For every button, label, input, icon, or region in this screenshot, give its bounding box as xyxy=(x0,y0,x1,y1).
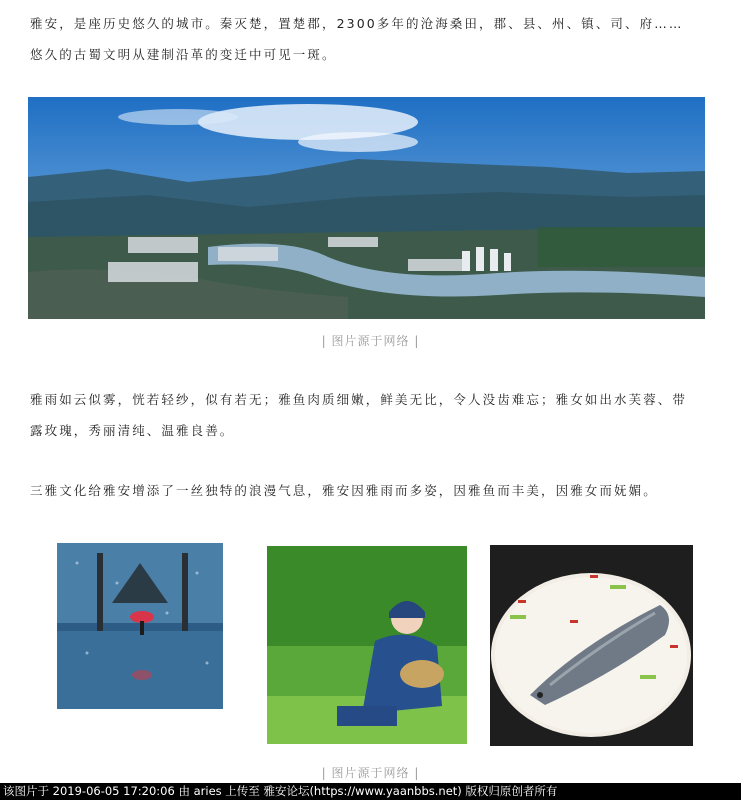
ya-fish-graphic xyxy=(490,545,693,746)
ya-fish-image xyxy=(490,545,693,746)
ya-woman-image xyxy=(267,546,467,744)
three-ya-line-2: 露玫瑰，秀丽清纯、温雅良善。 xyxy=(30,423,235,438)
culture-paragraph xyxy=(30,475,710,506)
ya-woman-graphic xyxy=(267,546,467,744)
city-panorama-image xyxy=(28,97,705,319)
upload-watermark-bar xyxy=(0,783,741,800)
intro-line-1: 雅安，是座历史悠久的城市。秦灭楚，置楚郡，2300多年的沧海桑田，郡、县、州、镇、司、府…… xyxy=(30,16,684,31)
image-caption-2: | 图片源于网络 | xyxy=(321,766,420,780)
culture-line: 三雅文化给雅安增添了一丝独特的浪漫气息，雅安因雅雨而多姿，因雅鱼而丰美，因雅女而妩媚。 xyxy=(30,483,658,498)
upload-watermark-text: 该图片于 2019-06-05 17:20:06 由 aries 上传至 雅安论坛(https://www.yaanbbs.net) 版权归原创者所有 xyxy=(3,784,558,798)
ya-rain-image xyxy=(57,543,223,709)
city-panorama-graphic xyxy=(28,97,705,319)
image-caption-1: | 图片源于网络 | xyxy=(321,334,420,348)
intro-paragraph xyxy=(30,8,710,70)
three-ya-paragraph xyxy=(30,384,710,446)
three-ya-line-1: 雅雨如云似雾，恍若轻纱，似有若无；雅鱼肉质细嫩，鲜美无比，令人没齿难忘；雅女如出水芙蓉、带 xyxy=(30,392,688,407)
intro-line-2: 悠久的古蜀文明从建制沿革的变迁中可见一斑。 xyxy=(30,47,337,62)
ya-rain-graphic xyxy=(57,543,223,709)
